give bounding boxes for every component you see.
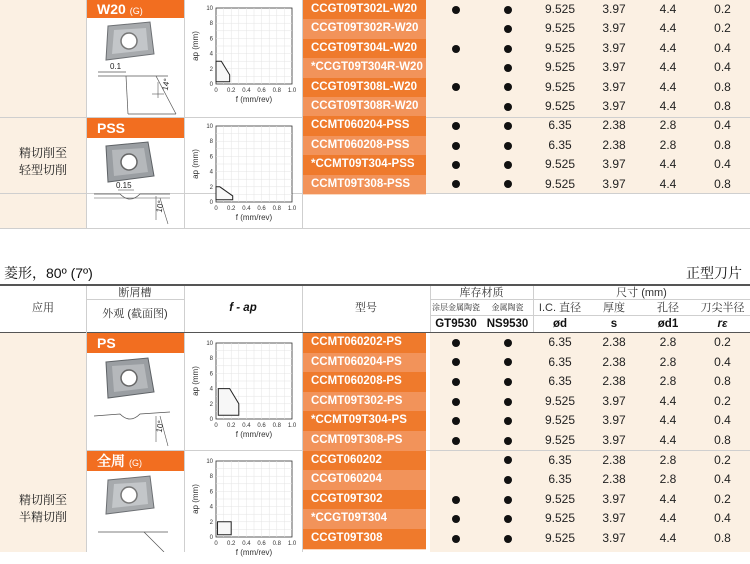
corner-radius: 0.8 bbox=[714, 99, 731, 113]
stock-dot-icon bbox=[504, 358, 512, 366]
y-tick-label: 2 bbox=[209, 401, 213, 408]
thickness: 2.38 bbox=[602, 354, 626, 369]
ic-diameter: 9.525 bbox=[544, 413, 576, 428]
corner-radius: 0.2 bbox=[714, 21, 731, 36]
model-code: CCMT060204-PS bbox=[303, 353, 426, 374]
stock-gt9530 bbox=[430, 353, 482, 373]
model-code: CCGT060202 bbox=[303, 451, 426, 472]
corner-radius: 0.4 bbox=[714, 472, 731, 487]
y-tick-label: 0 bbox=[209, 82, 213, 88]
stock-dot-icon bbox=[452, 122, 460, 130]
header-ic: I.C. 直径 bbox=[538, 302, 582, 314]
corner-radius: 0.4 bbox=[714, 118, 731, 133]
ic-diameter: 9.525 bbox=[544, 21, 576, 36]
model-code: CCGT060204 bbox=[303, 470, 426, 491]
model-code: CCMT09T302-PS bbox=[303, 392, 426, 413]
edge-section-w20 bbox=[94, 64, 182, 121]
y-axis-label: ap (mm) bbox=[191, 366, 200, 396]
chart-f-ap-full bbox=[190, 455, 298, 564]
hole-diameter: 4.4 bbox=[659, 79, 677, 94]
model-code: CCMT09T308-PSS bbox=[303, 175, 426, 196]
y-axis-label: ap (mm) bbox=[191, 31, 200, 61]
header-appearance: 外观 (截面图) bbox=[102, 308, 168, 320]
y-tick-label: 4 bbox=[209, 386, 213, 393]
header-stock-material: 库存材质 bbox=[459, 287, 504, 299]
hole-diameter: 4.4 bbox=[659, 157, 677, 172]
thickness: 3.97 bbox=[602, 413, 626, 428]
stock-gt9530 bbox=[430, 155, 482, 175]
stock-dot-icon bbox=[504, 339, 512, 347]
stock-dot-icon bbox=[452, 437, 460, 445]
hole-diameter: 4.4 bbox=[659, 413, 677, 428]
stock-dot-icon bbox=[452, 417, 460, 425]
stock-dot-icon bbox=[504, 515, 512, 523]
ic-diameter: 9.525 bbox=[544, 531, 576, 545]
hole-diameter: 4.4 bbox=[659, 531, 677, 545]
stock-ns9530 bbox=[482, 136, 533, 156]
cutting-region bbox=[218, 522, 232, 535]
stock-dot-icon bbox=[504, 6, 512, 14]
stock-dot-icon bbox=[452, 180, 460, 188]
stock-ns9530 bbox=[482, 39, 533, 59]
y-tick-label: 10 bbox=[206, 124, 213, 130]
stock-gt9530 bbox=[430, 392, 482, 412]
stock-ns9530 bbox=[482, 411, 533, 431]
stock-ns9530 bbox=[482, 97, 533, 117]
thickness: 2.38 bbox=[602, 118, 626, 133]
model-code: CCGT09T308 bbox=[303, 529, 426, 550]
stock-ns9530 bbox=[482, 372, 533, 392]
edge-label-angle: 10° bbox=[154, 419, 166, 434]
model-code: CCGT09T302 bbox=[303, 490, 426, 511]
groove-label: PSS bbox=[97, 120, 126, 136]
ic-diameter: 9.525 bbox=[544, 79, 576, 94]
stock-dot-icon bbox=[452, 535, 460, 543]
stock-gt9530 bbox=[430, 529, 482, 549]
thickness: 3.97 bbox=[602, 176, 626, 191]
y-tick-label: 2 bbox=[209, 184, 213, 191]
y-axis-label: ap (mm) bbox=[191, 484, 200, 514]
thickness: 3.97 bbox=[602, 2, 626, 16]
thickness: 3.97 bbox=[602, 157, 626, 172]
thickness: 2.38 bbox=[602, 335, 626, 349]
stock-dot-icon bbox=[452, 398, 460, 406]
y-tick-label: 6 bbox=[209, 36, 213, 43]
y-tick-label: 0 bbox=[209, 417, 213, 423]
stock-dot-icon bbox=[452, 142, 460, 150]
x-tick-label: 0.4 bbox=[242, 541, 251, 547]
x-tick-label: 0.8 bbox=[272, 541, 281, 547]
stock-gt9530 bbox=[430, 431, 482, 451]
stock-dot-icon bbox=[504, 496, 512, 504]
stock-ns9530 bbox=[482, 490, 533, 510]
x-axis-label: f (mm/rev) bbox=[235, 95, 273, 104]
y-tick-label: 10 bbox=[206, 341, 213, 347]
ic-diameter: 9.525 bbox=[544, 99, 576, 113]
corner-radius: 0.8 bbox=[714, 137, 731, 152]
ic-diameter: 9.525 bbox=[544, 157, 576, 172]
hole-diameter: 2.8 bbox=[659, 472, 677, 487]
x-tick-label: 0.2 bbox=[227, 88, 236, 94]
y-tick-label: 4 bbox=[209, 504, 213, 511]
stock-dot-icon bbox=[504, 161, 512, 169]
stock-ns9530 bbox=[482, 78, 533, 98]
header-f-ap: f - ap bbox=[229, 302, 257, 314]
y-tick-label: 2 bbox=[209, 519, 213, 526]
stock-ns9530 bbox=[482, 392, 533, 412]
y-tick-label: 0 bbox=[209, 200, 213, 206]
stock-dot-icon bbox=[504, 378, 512, 386]
header-gt9530: GT9530 bbox=[435, 318, 477, 330]
x-tick-label: 0 bbox=[214, 541, 218, 547]
stock-dot-icon bbox=[452, 6, 460, 14]
x-tick-label: 0.6 bbox=[257, 423, 266, 429]
stock-dot-icon bbox=[452, 378, 460, 386]
thickness: 3.97 bbox=[602, 79, 626, 94]
stock-gt9530 bbox=[430, 39, 482, 59]
thickness: 3.97 bbox=[602, 393, 626, 408]
insert-image-w20 bbox=[98, 20, 158, 69]
x-tick-label: 0.8 bbox=[272, 88, 281, 94]
ic-diameter: 9.525 bbox=[544, 176, 576, 191]
thickness: 2.38 bbox=[602, 374, 626, 389]
header-hole-sym: ød1 bbox=[657, 318, 679, 330]
groove-name-ps bbox=[87, 333, 184, 353]
stock-dot-icon bbox=[504, 437, 512, 445]
stock-gt9530 bbox=[430, 333, 482, 353]
thickness: 2.38 bbox=[602, 137, 626, 152]
stock-ns9530 bbox=[482, 470, 533, 490]
stock-gt9530 bbox=[430, 78, 482, 98]
stock-gt9530 bbox=[430, 490, 482, 510]
x-tick-label: 0.2 bbox=[227, 423, 236, 429]
stock-dot-icon bbox=[452, 45, 460, 53]
thickness: 3.97 bbox=[602, 21, 626, 36]
corner-radius: 0.8 bbox=[714, 176, 731, 191]
groove-name-pss bbox=[87, 118, 184, 138]
thickness: 3.97 bbox=[602, 40, 626, 55]
model-code: CCGT09T308L-W20 bbox=[303, 78, 426, 99]
hole-diameter: 4.4 bbox=[659, 176, 677, 191]
section-title: 菱形，80º (7º) bbox=[4, 265, 93, 281]
thickness: 3.97 bbox=[602, 99, 626, 113]
model-code: CCGT09T304L-W20 bbox=[303, 39, 426, 60]
corner-radius: 0.8 bbox=[714, 79, 731, 94]
stock-dot-icon bbox=[504, 25, 512, 33]
edge-label-angle: 10° bbox=[154, 199, 166, 214]
insert-image-full bbox=[98, 474, 158, 523]
hole-diameter: 2.8 bbox=[659, 335, 677, 349]
corner-radius: 0.2 bbox=[714, 2, 731, 16]
stock-ns9530 bbox=[482, 0, 533, 20]
header-groove: 断屑槽 bbox=[118, 287, 152, 299]
stock-dot-icon bbox=[504, 398, 512, 406]
stock-gt9530 bbox=[430, 0, 482, 20]
stock-dot-icon bbox=[504, 122, 512, 130]
stock-dot-icon bbox=[452, 496, 460, 504]
ic-diameter: 6.35 bbox=[548, 137, 572, 152]
hole-diameter: 2.8 bbox=[659, 137, 677, 152]
insert-image-ps bbox=[98, 356, 158, 405]
y-tick-label: 8 bbox=[209, 474, 213, 481]
thickness: 3.97 bbox=[602, 60, 626, 75]
edge-label-land: 0.15 bbox=[116, 181, 132, 190]
y-tick-label: 6 bbox=[209, 371, 213, 378]
thickness: 2.38 bbox=[602, 452, 626, 467]
application-finish-to-light: 精切削至 轻型切削 bbox=[18, 146, 67, 177]
groove-tag: (G) bbox=[129, 458, 142, 468]
section-right-title: 正型刀片 bbox=[686, 265, 742, 281]
hole-diameter: 4.4 bbox=[659, 40, 677, 55]
stock-ns9530 bbox=[482, 333, 533, 353]
stock-dot-icon bbox=[452, 515, 460, 523]
stock-ns9530 bbox=[482, 353, 533, 373]
header-cermet: 金属陶瓷 bbox=[491, 303, 524, 312]
x-tick-label: 1.0 bbox=[287, 541, 297, 547]
ic-diameter: 6.35 bbox=[548, 472, 572, 487]
chart-f-ap-w20 bbox=[190, 2, 298, 111]
y-tick-label: 8 bbox=[209, 21, 213, 28]
stock-ns9530 bbox=[482, 431, 533, 451]
header-size: 尺寸 (mm) bbox=[616, 287, 667, 299]
hole-diameter: 4.4 bbox=[659, 433, 677, 447]
groove-tag: (G) bbox=[129, 6, 143, 16]
model-code: CCGT09T302R-W20 bbox=[303, 19, 426, 40]
x-tick-label: 0.4 bbox=[242, 88, 251, 94]
x-tick-label: 0.2 bbox=[227, 541, 236, 547]
corner-radius: 0.8 bbox=[714, 531, 731, 545]
corner-radius: 0.4 bbox=[714, 511, 731, 526]
ic-diameter: 9.525 bbox=[544, 433, 576, 447]
header-thickness: 厚度 bbox=[603, 302, 625, 314]
ic-diameter: 6.35 bbox=[548, 118, 572, 133]
ic-diameter: 6.35 bbox=[548, 452, 572, 467]
ic-diameter: 9.525 bbox=[544, 511, 576, 526]
stock-dot-icon bbox=[504, 103, 512, 111]
header-model: 型号 bbox=[355, 302, 377, 314]
y-axis-label: ap (mm) bbox=[191, 149, 200, 179]
stock-dot-icon bbox=[504, 180, 512, 188]
y-tick-label: 4 bbox=[209, 51, 213, 58]
y-tick-label: 8 bbox=[209, 356, 213, 363]
stock-dot-icon bbox=[504, 456, 512, 464]
stock-dot-icon bbox=[452, 339, 460, 347]
groove-name-w20 bbox=[87, 0, 184, 18]
ic-diameter: 6.35 bbox=[548, 354, 572, 369]
x-tick-label: 0 bbox=[214, 88, 218, 94]
stock-gt9530 bbox=[430, 175, 482, 195]
x-tick-label: 0.6 bbox=[257, 206, 266, 212]
chart-f-ap-pss bbox=[190, 120, 298, 229]
stock-dot-icon bbox=[452, 83, 460, 91]
stock-dot-icon bbox=[452, 358, 460, 366]
header-radius: 刀尖半径 bbox=[700, 302, 745, 314]
model-code: CCMT060202-PS bbox=[303, 333, 426, 354]
corner-radius: 0.4 bbox=[714, 40, 731, 55]
ic-diameter: 6.35 bbox=[548, 374, 572, 389]
model-code: CCMT060208-PSS bbox=[303, 136, 426, 157]
corner-radius: 0.4 bbox=[714, 157, 731, 172]
y-tick-label: 10 bbox=[206, 6, 213, 12]
edge-label-angle: 14° bbox=[160, 77, 172, 92]
hole-diameter: 4.4 bbox=[659, 491, 677, 506]
corner-radius: 0.8 bbox=[714, 374, 731, 389]
stock-dot-icon bbox=[504, 417, 512, 425]
y-tick-label: 4 bbox=[209, 169, 213, 176]
x-axis-label: f (mm/rev) bbox=[235, 430, 273, 439]
hole-diameter: 2.8 bbox=[659, 354, 677, 369]
corner-radius: 0.2 bbox=[714, 491, 731, 506]
model-code: CCGT09T302L-W20 bbox=[303, 0, 426, 21]
groove-name-full bbox=[87, 451, 184, 471]
ic-diameter: 9.525 bbox=[544, 2, 576, 16]
hole-diameter: 2.8 bbox=[659, 118, 677, 133]
ic-diameter: 9.525 bbox=[544, 393, 576, 408]
hole-diameter: 4.4 bbox=[659, 99, 677, 113]
hole-diameter: 2.8 bbox=[659, 374, 677, 389]
stock-ns9530 bbox=[482, 451, 533, 471]
stock-ns9530 bbox=[482, 58, 533, 78]
model-code: *CCMT09T304-PSS bbox=[303, 155, 426, 176]
hole-diameter: 4.4 bbox=[659, 511, 677, 526]
model-code: CCMT060204-PSS bbox=[303, 116, 426, 137]
chart-f-ap-ps bbox=[190, 337, 298, 446]
thickness: 3.97 bbox=[602, 433, 626, 447]
thickness: 3.97 bbox=[602, 511, 626, 526]
x-tick-label: 0.4 bbox=[242, 423, 251, 429]
model-code: CCMT09T308-PS bbox=[303, 431, 426, 452]
ic-diameter: 6.35 bbox=[548, 335, 572, 349]
hole-diameter: 4.4 bbox=[659, 60, 677, 75]
x-tick-label: 0 bbox=[214, 206, 218, 212]
x-tick-label: 0.8 bbox=[272, 206, 281, 212]
model-code: CCMT060208-PS bbox=[303, 372, 426, 393]
edge-section-ps bbox=[90, 402, 180, 453]
stock-ns9530 bbox=[482, 175, 533, 195]
stock-ns9530 bbox=[482, 529, 533, 549]
thickness: 2.38 bbox=[602, 472, 626, 487]
model-code: *CCGT09T304 bbox=[303, 509, 426, 530]
header-ns9530: NS9530 bbox=[486, 318, 529, 330]
ic-diameter: 9.525 bbox=[544, 40, 576, 55]
stock-dot-icon bbox=[504, 476, 512, 484]
stock-gt9530 bbox=[430, 411, 482, 431]
stock-ns9530 bbox=[482, 509, 533, 529]
y-tick-label: 2 bbox=[209, 66, 213, 73]
header-coated: 涂层金属陶瓷 bbox=[432, 303, 480, 312]
thickness: 3.97 bbox=[602, 531, 626, 545]
stock-dot-icon bbox=[504, 142, 512, 150]
x-tick-label: 1.0 bbox=[287, 88, 297, 94]
x-tick-label: 0.4 bbox=[242, 206, 251, 212]
x-tick-label: 0.6 bbox=[257, 541, 266, 547]
ic-diameter: 9.525 bbox=[544, 60, 576, 75]
model-code: CCGT09T308R-W20 bbox=[303, 97, 426, 118]
ic-diameter: 9.525 bbox=[544, 491, 576, 506]
stock-dot-icon bbox=[504, 83, 512, 91]
hole-diameter: 4.4 bbox=[659, 21, 677, 36]
x-tick-label: 1.0 bbox=[287, 423, 297, 429]
hole-diameter: 4.4 bbox=[659, 2, 677, 16]
corner-radius: 0.2 bbox=[714, 393, 731, 408]
y-tick-label: 0 bbox=[209, 535, 213, 541]
stock-ns9530 bbox=[482, 116, 533, 136]
hole-diameter: 4.4 bbox=[659, 393, 677, 408]
stock-ns9530 bbox=[482, 19, 533, 39]
x-tick-label: 0.8 bbox=[272, 423, 281, 429]
corner-radius: 0.4 bbox=[714, 354, 731, 369]
model-code: *CCMT09T304-PS bbox=[303, 411, 426, 432]
y-tick-label: 6 bbox=[209, 489, 213, 496]
header-radius-sym: rε bbox=[717, 318, 728, 330]
edge-label-land: 0.1 bbox=[110, 62, 122, 71]
x-tick-label: 0 bbox=[214, 423, 218, 429]
corner-radius: 0.2 bbox=[714, 452, 731, 467]
stock-ns9530 bbox=[482, 155, 533, 175]
hole-diameter: 2.8 bbox=[659, 452, 677, 467]
corner-radius: 0.4 bbox=[714, 413, 731, 428]
header-application: 应用 bbox=[32, 302, 54, 314]
y-tick-label: 10 bbox=[206, 459, 213, 465]
model-code: *CCGT09T304R-W20 bbox=[303, 58, 426, 79]
stock-gt9530 bbox=[430, 509, 482, 529]
stock-gt9530 bbox=[430, 372, 482, 392]
stock-dot-icon bbox=[504, 535, 512, 543]
header-hole: 孔径 bbox=[657, 302, 679, 314]
stock-gt9530 bbox=[430, 136, 482, 156]
stock-dot-icon bbox=[504, 45, 512, 53]
stock-dot-icon bbox=[452, 161, 460, 169]
x-axis-label: f (mm/rev) bbox=[235, 213, 273, 222]
header-thickness-sym: s bbox=[610, 318, 618, 330]
y-tick-label: 8 bbox=[209, 139, 213, 146]
edge-section-pss bbox=[90, 180, 180, 231]
groove-label: PS bbox=[97, 335, 116, 351]
application-finish-to-semi: 精切削至 半精切削 bbox=[18, 493, 67, 524]
x-tick-label: 0.6 bbox=[257, 88, 266, 94]
groove-label: W20 bbox=[97, 1, 126, 17]
y-tick-label: 6 bbox=[209, 154, 213, 161]
corner-radius: 0.2 bbox=[714, 335, 731, 349]
header-ic-sym: ød bbox=[552, 318, 568, 330]
corner-radius: 0.4 bbox=[714, 60, 731, 75]
thickness: 3.97 bbox=[602, 491, 626, 506]
x-tick-label: 1.0 bbox=[287, 206, 297, 212]
stock-gt9530 bbox=[430, 116, 482, 136]
groove-label: 全周 bbox=[97, 453, 125, 469]
x-axis-label: f (mm/rev) bbox=[235, 548, 273, 557]
corner-radius: 0.8 bbox=[714, 433, 731, 447]
stock-dot-icon bbox=[504, 64, 512, 72]
x-tick-label: 0.2 bbox=[227, 206, 236, 212]
